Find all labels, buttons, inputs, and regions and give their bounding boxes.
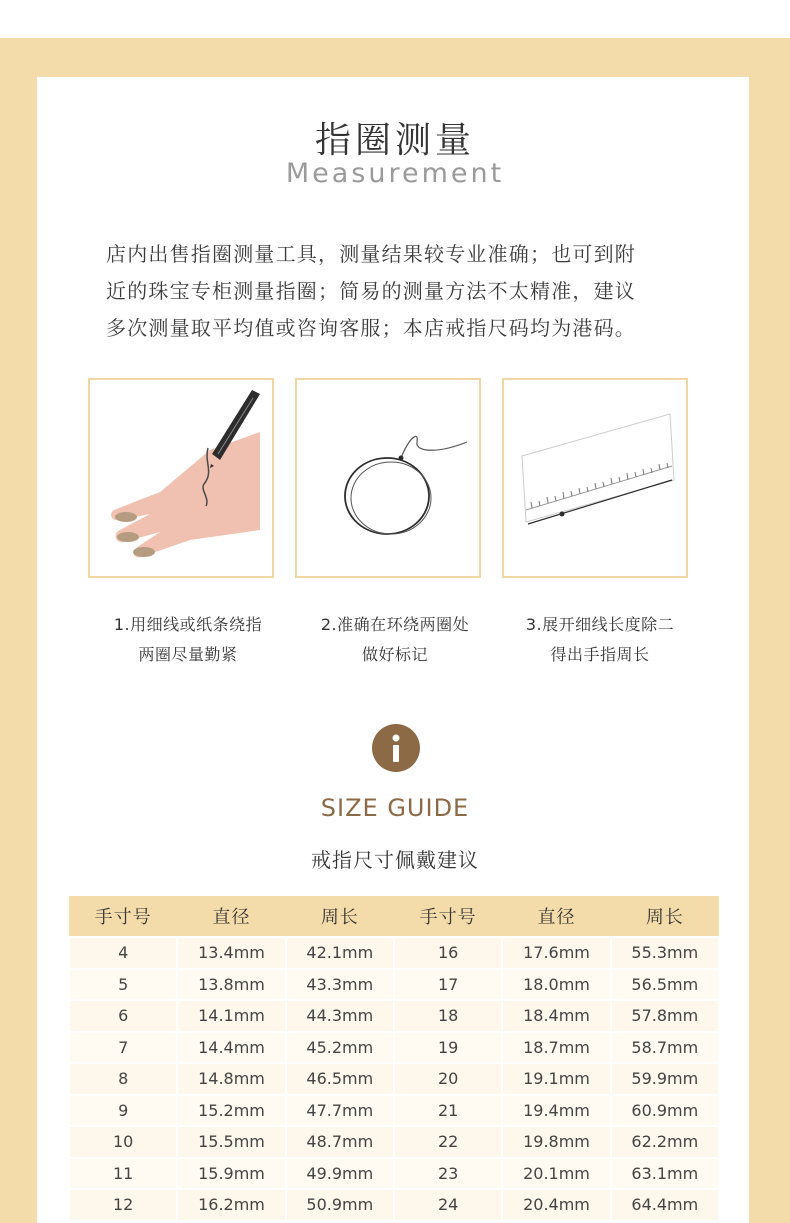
table-cell: 15.5mm — [177, 1126, 285, 1158]
page-title: 指圈测量 — [314, 120, 475, 161]
table-cell: 46.5mm — [286, 1063, 394, 1095]
table-cell: 48.7mm — [286, 1126, 394, 1158]
hand-pencil-icon — [90, 380, 276, 580]
table-cell: 60.9mm — [611, 1095, 719, 1127]
intro-text — [106, 236, 706, 347]
column-header: 周长 — [286, 896, 394, 937]
table-cell: 18.0mm — [502, 969, 610, 1001]
table-cell: 50.9mm — [286, 1189, 394, 1221]
table-cell: 18.4mm — [502, 1000, 610, 1032]
table-row — [69, 1126, 719, 1158]
step-1-caption — [88, 610, 288, 670]
ruler-icon — [504, 380, 690, 580]
table-cell: 14.4mm — [177, 1032, 285, 1064]
info-icon — [372, 724, 420, 772]
table-cell: 15.2mm — [177, 1095, 285, 1127]
step-caption-line: 做好标记 — [361, 645, 428, 664]
table-cell: 19.4mm — [502, 1095, 610, 1127]
table-cell: 21 — [394, 1095, 502, 1127]
table-cell: 11 — [69, 1158, 177, 1190]
table-cell: 19.8mm — [502, 1126, 610, 1158]
table-row — [69, 969, 719, 1001]
table-cell: 15.9mm — [177, 1158, 285, 1190]
column-header: 周长 — [611, 896, 719, 937]
page-subtitle: Measurement — [285, 158, 505, 189]
table-row — [69, 937, 719, 969]
table-cell: 56.5mm — [611, 969, 719, 1001]
step-2-illustration — [295, 378, 481, 578]
table-cell: 13.4mm — [177, 937, 285, 969]
table-cell: 43.3mm — [286, 969, 394, 1001]
table-cell: 18 — [394, 1000, 502, 1032]
table-row — [69, 1063, 719, 1095]
step-3-caption — [500, 610, 700, 670]
table-cell: 58.7mm — [611, 1032, 719, 1064]
table-cell: 57.8mm — [611, 1000, 719, 1032]
thread-loop-icon — [297, 380, 483, 580]
intro-line: 店内出售指圈测量工具，测量结果较专业准确；也可到附 — [106, 242, 636, 266]
table-cell: 45.2mm — [286, 1032, 394, 1064]
table-cell: 10 — [69, 1126, 177, 1158]
table-cell: 18.7mm — [502, 1032, 610, 1064]
column-header: 直径 — [177, 896, 285, 937]
intro-line: 近的珠宝专柜测量指圈；简易的测量方法不太精准，建议 — [106, 279, 636, 303]
table-cell: 7 — [69, 1032, 177, 1064]
table-row — [69, 1158, 719, 1190]
table-cell: 49.9mm — [286, 1158, 394, 1190]
table-cell: 20.1mm — [502, 1158, 610, 1190]
size-guide-heading: SIZE GUIDE — [320, 794, 470, 822]
step-caption-line: 2.准确在环绕两圈处 — [320, 615, 470, 634]
column-header: 手寸号 — [394, 896, 502, 937]
table-cell: 17 — [394, 969, 502, 1001]
table-cell: 17.6mm — [502, 937, 610, 969]
step-caption-line: 得出手指周长 — [550, 645, 650, 664]
table-cell: 47.7mm — [286, 1095, 394, 1127]
step-1-illustration — [88, 378, 274, 578]
table-cell: 5 — [69, 969, 177, 1001]
table-cell: 19 — [394, 1032, 502, 1064]
column-header: 手寸号 — [69, 896, 177, 937]
table-cell: 62.2mm — [611, 1126, 719, 1158]
table-cell: 59.9mm — [611, 1063, 719, 1095]
table-cell: 63.1mm — [611, 1158, 719, 1190]
table-cell: 12 — [69, 1189, 177, 1221]
table-cell: 14.8mm — [177, 1063, 285, 1095]
table-cell: 16 — [394, 937, 502, 969]
table-cell: 44.3mm — [286, 1000, 394, 1032]
step-caption-line: 1.用细线或纸条绕指 — [113, 615, 263, 634]
table-cell: 8 — [69, 1063, 177, 1095]
table-cell: 20.4mm — [502, 1189, 610, 1221]
table-cell: 6 — [69, 1000, 177, 1032]
table-row — [69, 1189, 719, 1221]
table-row — [69, 1000, 719, 1032]
table-row — [69, 1032, 719, 1064]
step-2-caption — [295, 610, 495, 670]
step-caption-line: 两圈尽量勤紧 — [138, 645, 238, 664]
table-cell: 55.3mm — [611, 937, 719, 969]
size-table — [68, 896, 720, 1222]
table-cell: 20 — [394, 1063, 502, 1095]
table-cell: 9 — [69, 1095, 177, 1127]
step-3-illustration — [502, 378, 688, 578]
table-cell: 24 — [394, 1189, 502, 1221]
intro-line: 多次测量取平均值或咨询客服；本店戒指尺码均为港码。 — [106, 316, 636, 340]
table-cell: 4 — [69, 937, 177, 969]
size-table-title: 戒指尺寸佩戴建议 — [311, 848, 479, 872]
table-cell: 16.2mm — [177, 1189, 285, 1221]
table-cell: 14.1mm — [177, 1000, 285, 1032]
table-row — [69, 1095, 719, 1127]
table-header-row — [69, 896, 719, 937]
table-cell: 19.1mm — [502, 1063, 610, 1095]
table-cell: 64.4mm — [611, 1189, 719, 1221]
table-cell: 23 — [394, 1158, 502, 1190]
column-header: 直径 — [502, 896, 610, 937]
table-cell: 42.1mm — [286, 937, 394, 969]
table-cell: 22 — [394, 1126, 502, 1158]
step-caption-line: 3.展开细线长度除二 — [525, 615, 675, 634]
table-cell: 13.8mm — [177, 969, 285, 1001]
